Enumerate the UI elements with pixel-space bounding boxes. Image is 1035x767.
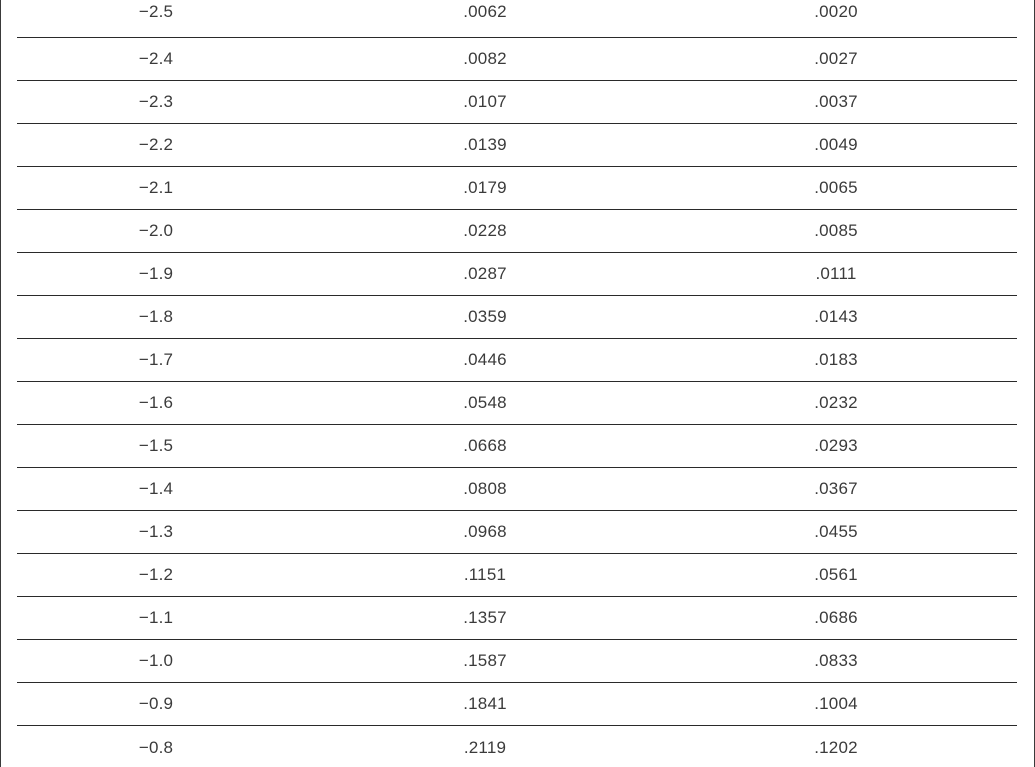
cell-value-b: .1202	[814, 737, 858, 757]
cell-value-a: .0107	[463, 92, 507, 111]
cell-z: −1.4	[138, 479, 174, 498]
cell-z: −1.5	[138, 436, 174, 455]
cell-z: −0.8	[138, 737, 174, 757]
cell-value-b: .0293	[814, 436, 858, 455]
cell-value-a: .0287	[463, 264, 507, 283]
cell-value-b: .0143	[814, 307, 858, 326]
cell-z: −1.3	[138, 522, 174, 541]
cell-value-b: .1004	[814, 694, 858, 713]
table-row	[17, 683, 1017, 726]
cell-value-b: .0367	[814, 479, 858, 498]
table-row	[17, 339, 1017, 382]
cell-value-a: .1587	[463, 651, 507, 670]
cell-z: −1.6	[138, 393, 174, 412]
cell-z: −2.3	[138, 92, 174, 111]
table-row	[17, 0, 1017, 38]
cell-value-b: .0833	[814, 651, 858, 670]
cell-z: −2.0	[138, 221, 174, 240]
cell-z: −1.9	[138, 264, 174, 283]
table-row	[17, 253, 1017, 296]
cell-z: −2.4	[138, 49, 174, 68]
cell-value-a: .0179	[463, 178, 507, 197]
table-row	[17, 124, 1017, 167]
cell-value-a: .0808	[463, 479, 507, 498]
cell-value-a: .0668	[463, 436, 507, 455]
cell-value-b: .0111	[815, 264, 857, 283]
cell-value-b: .0232	[814, 393, 858, 412]
cell-value-b: .0049	[814, 135, 858, 154]
cell-z: −1.1	[138, 608, 174, 627]
table-row	[17, 210, 1017, 253]
table-row	[17, 167, 1017, 210]
cell-value-b: .0455	[814, 522, 858, 541]
table-row	[17, 296, 1017, 339]
cell-value-b: .0027	[814, 49, 858, 68]
cell-value-a: .0968	[463, 522, 507, 541]
cell-z: −0.9	[138, 694, 174, 713]
cell-value-a: .0082	[463, 49, 507, 68]
cell-value-b: .0085	[814, 221, 858, 240]
table-row	[17, 726, 1017, 767]
cell-z: −1.2	[138, 565, 174, 584]
table-row	[17, 640, 1017, 683]
cell-z: −1.7	[138, 350, 174, 369]
cell-value-a: .1151	[463, 565, 507, 584]
cell-value-b: .0561	[814, 565, 858, 584]
cell-value-b: .0065	[814, 178, 858, 197]
cell-value-a: .0062	[463, 2, 507, 21]
cell-value-a: .0446	[463, 350, 507, 369]
table-row	[17, 554, 1017, 597]
table-row	[17, 382, 1017, 425]
cell-value-b: .0686	[814, 608, 858, 627]
table-row	[17, 468, 1017, 511]
cell-z: −1.8	[138, 307, 174, 326]
cell-value-b: .0037	[814, 92, 858, 111]
cell-value-b: .0183	[814, 350, 858, 369]
cell-value-a: .2119	[463, 737, 507, 757]
table-row	[17, 425, 1017, 468]
cell-z: −2.5	[138, 2, 174, 21]
cell-value-a: .0139	[463, 135, 507, 154]
table-row	[17, 38, 1017, 81]
table-row	[17, 597, 1017, 640]
cell-value-a: .0228	[463, 221, 507, 240]
cell-z: −1.0	[138, 651, 174, 670]
table-row	[17, 81, 1017, 124]
cell-value-a: .1841	[463, 694, 507, 713]
cell-value-a: .0548	[463, 393, 507, 412]
table-row	[17, 511, 1017, 554]
cell-value-a: .1357	[463, 608, 507, 627]
cell-z: −2.1	[138, 178, 174, 197]
cell-z: −2.2	[138, 135, 174, 154]
cell-value-b: .0020	[814, 2, 858, 21]
cell-value-a: .0359	[463, 307, 507, 326]
data-table	[17, 0, 1017, 767]
